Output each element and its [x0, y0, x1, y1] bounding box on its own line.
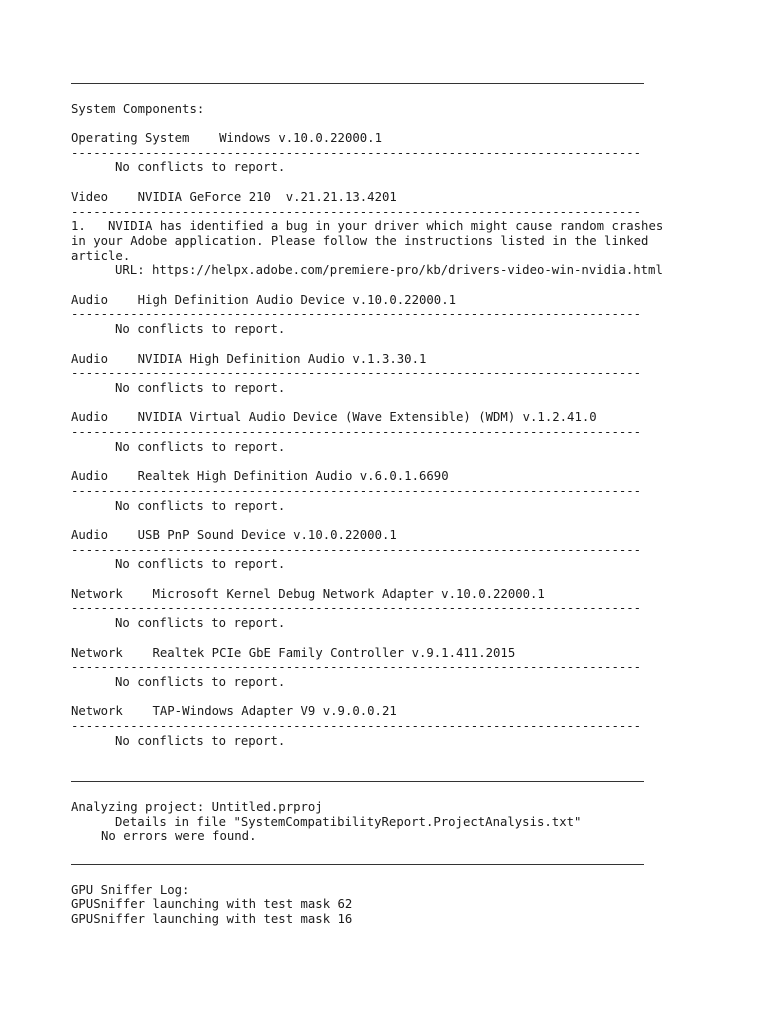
component-note: No conflicts to report. [115, 439, 286, 454]
component-name: Realtek PCIe GbE Family Controller v.9.1.411.2015 [152, 645, 516, 660]
component-title [71, 352, 671, 367]
dash-separator: ----------------------------------------------------------------------------- [71, 307, 642, 322]
system-components-heading: System Components: [71, 101, 205, 116]
component-entry [71, 528, 671, 572]
component-name: NVIDIA High Definition Audio v.1.3.30.1 [137, 351, 427, 366]
component-title [71, 131, 671, 146]
project-analyzing: Analyzing project: Untitled.prproj [71, 799, 323, 814]
project-result: No errors were found. [101, 829, 257, 844]
dash-separator: ----------------------------------------------------------------------------- [71, 483, 642, 498]
component-name: Microsoft Kernel Debug Network Adapter v.10.0.22000.1 [152, 586, 545, 601]
dash-separator: ----------------------------------------------------------------------------- [71, 204, 642, 219]
report-document [71, 74, 671, 927]
dash-separator: ----------------------------------------------------------------------------- [71, 425, 642, 440]
dash-separator: ----------------------------------------------------------------------------- [71, 145, 642, 160]
component-name: High Definition Audio Device v.10.0.22000.1 [137, 292, 457, 307]
component-note: No conflicts to report. [115, 322, 286, 337]
component-entry [71, 587, 671, 631]
component-type: Audio [71, 469, 109, 484]
component-type: Network [71, 586, 123, 601]
component-name: NVIDIA Virtual Audio Device (Wave Extensible) (WDM) v.1.2.41.0 [137, 410, 597, 425]
component-name: TAP-Windows Adapter V9 v.9.0.0.21 [152, 704, 397, 719]
component-name: Realtek High Definition Audio v.6.0.1.6690 [137, 469, 449, 484]
component-note: No conflicts to report. [115, 160, 286, 175]
component-type: Video [71, 189, 109, 204]
component-entry [71, 131, 671, 175]
component-name: Windows v.10.0.22000.1 [219, 131, 382, 146]
component-note: No conflicts to report. [115, 498, 286, 513]
component-entry [71, 352, 671, 396]
gpu-log-line: GPUSniffer launching with test mask 62 [71, 897, 353, 912]
component-name: USB PnP Sound Device v.10.0.22000.1 [137, 527, 397, 542]
component-entry [71, 704, 671, 748]
dash-separator: ----------------------------------------------------------------------------- [71, 366, 642, 381]
component-entry [71, 190, 671, 278]
project-details: Details in file "SystemCompatibilityReport.ProjectAnalysis.txt" [115, 814, 582, 829]
component-entry [71, 469, 671, 513]
gpu-sniffer-log [71, 883, 671, 927]
component-issue: 1. NVIDIA has identified a bug in your driver which might cause random crashes in your Adobe application. Please follow the instructions listed in the linked article. [71, 219, 671, 263]
component-title [71, 587, 671, 602]
project-analysis [71, 800, 671, 844]
component-title [71, 704, 671, 719]
component-type: Network [71, 645, 123, 660]
component-type: Audio [71, 292, 109, 307]
dash-separator: ----------------------------------------------------------------------------- [71, 660, 642, 675]
section-divider [71, 781, 644, 782]
component-note: No conflicts to report. [115, 380, 286, 395]
component-type: Audio [71, 527, 109, 542]
component-type: Audio [71, 410, 109, 425]
component-title [71, 469, 671, 484]
dash-separator: ----------------------------------------------------------------------------- [71, 542, 642, 557]
section-divider [71, 864, 644, 865]
component-note: No conflicts to report. [115, 557, 286, 572]
component-title [71, 293, 671, 308]
component-name: NVIDIA GeForce 210 v.21.21.13.4201 [137, 189, 397, 204]
dash-separator: ----------------------------------------------------------------------------- [71, 601, 642, 616]
component-url: URL: https://helpx.adobe.com/premiere-pro/kb/drivers-video-win-nvidia.html [115, 263, 663, 278]
dash-separator: ----------------------------------------------------------------------------- [71, 719, 642, 734]
component-entry [71, 293, 671, 337]
component-type: Operating System [71, 131, 190, 146]
section-divider [71, 83, 644, 84]
component-title [71, 646, 671, 661]
component-note: No conflicts to report. [115, 674, 286, 689]
component-note: No conflicts to report. [115, 733, 286, 748]
component-note: No conflicts to report. [115, 616, 286, 631]
gpu-log-line: GPUSniffer launching with test mask 16 [71, 912, 353, 927]
component-entry [71, 410, 671, 454]
component-entry [71, 646, 671, 690]
component-title [71, 528, 671, 543]
component-type: Audio [71, 351, 109, 366]
gpu-heading: GPU Sniffer Log: [71, 882, 190, 897]
component-type: Network [71, 704, 123, 719]
component-title [71, 190, 671, 205]
component-title [71, 410, 671, 425]
